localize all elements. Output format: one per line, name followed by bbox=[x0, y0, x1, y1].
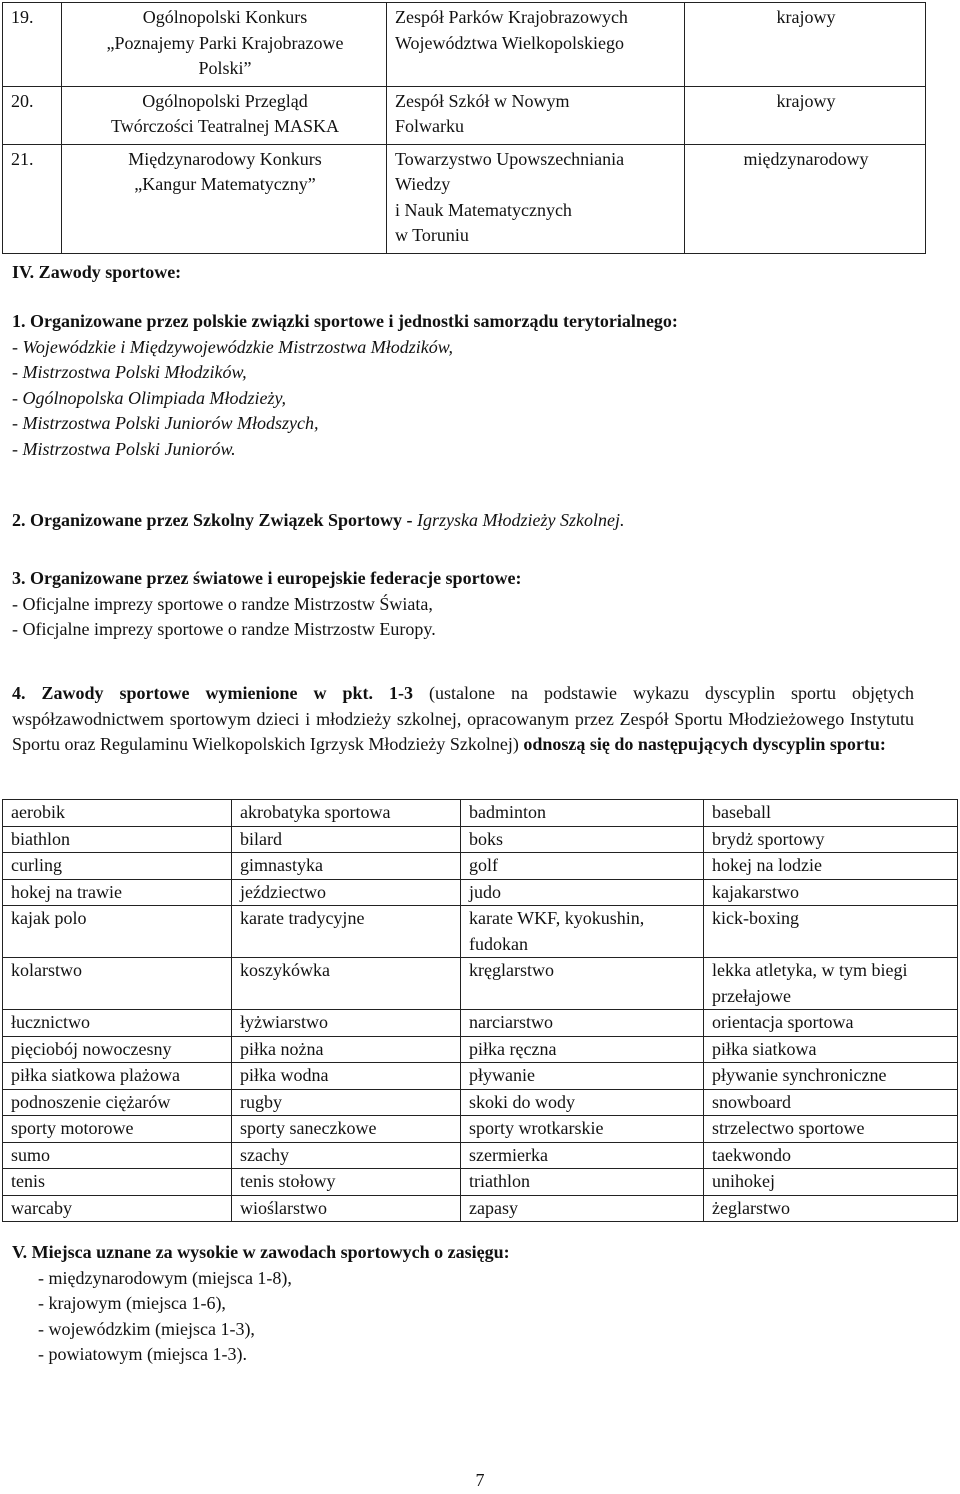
competition-name bbox=[62, 3, 387, 87]
sport-cell: aerobik bbox=[3, 800, 232, 827]
competition-scope: krajowy bbox=[685, 86, 926, 144]
sport-cell: orientacja sportowa bbox=[704, 1010, 958, 1037]
sport-cell: bilard bbox=[232, 826, 461, 853]
section-v-list-entry: - powiatowym (miejsca 1-3). bbox=[38, 1344, 247, 1364]
competition-name bbox=[62, 86, 387, 144]
sport-cell: łyżwiarstwo bbox=[232, 1010, 461, 1037]
competition-name-line: Ogólnopolski Konkurs bbox=[142, 7, 308, 27]
sport-cell: wioślarstwo bbox=[232, 1195, 461, 1222]
item-3-list-entry: - Oficjalne imprezy sportowe o randze Mistrzostw Europy. bbox=[12, 619, 436, 639]
sport-cell: biathlon bbox=[3, 826, 232, 853]
sport-cell: piłka siatkowa bbox=[704, 1036, 958, 1063]
sports-row bbox=[3, 1010, 958, 1037]
sport-cell: judo bbox=[461, 879, 704, 906]
sport-cell: brydż sportowy bbox=[704, 826, 958, 853]
sport-cell: unihokej bbox=[704, 1169, 958, 1196]
competition-number-text: 19. bbox=[11, 7, 34, 27]
sport-cell: curling bbox=[3, 853, 232, 880]
competition-name-line: „Kangur Matematyczny” bbox=[134, 174, 316, 194]
competitions-table bbox=[2, 2, 926, 254]
sport-cell: kajak polo bbox=[3, 906, 232, 958]
sport-cell: hokej na lodzie bbox=[704, 853, 958, 880]
competition-organizer-line: Zespół Parków Krajobrazowych bbox=[395, 7, 628, 27]
item-3-list bbox=[12, 592, 942, 643]
item-1-lead: 1. Organizowane przez polskie związki sportowe i jednostki samorządu terytorialnego: bbox=[12, 311, 678, 331]
sport-cell: tenis bbox=[3, 1169, 232, 1196]
sports-row bbox=[3, 800, 958, 827]
item-4-middle: (ustalone na podstawie wykazu dyscyplin sportu objętych współzawodnictwem sportowym dzieci i młodzieży szkolnej, opracowanym przez Zespół Sportu Młodzieżowego Instytutu Sportu oraz Regulaminu Wielkopolskich Igrzysk Młodzieży Szkolnej) bbox=[12, 683, 914, 754]
competition-organizer bbox=[387, 86, 685, 144]
section-iv-heading: IV. Zawody sportowe: bbox=[12, 262, 182, 282]
competition-organizer-line: w Toruniu bbox=[395, 225, 469, 245]
competition-row bbox=[3, 3, 926, 87]
sport-cell: warcaby bbox=[3, 1195, 232, 1222]
competition-number bbox=[3, 144, 62, 253]
sport-cell: boks bbox=[461, 826, 704, 853]
competition-organizer-line: Towarzystwo Upowszechniania bbox=[395, 148, 625, 169]
section-v-heading: V. Miejsca uznane za wysokie w zawodach sportowych o zasięgu: bbox=[12, 1242, 510, 1262]
sport-cell: lekka atletyka, w tym biegi przełajowe bbox=[704, 958, 958, 1010]
sport-cell: kolarstwo bbox=[3, 958, 232, 1010]
competition-organizer-line: Folwarku bbox=[395, 116, 464, 136]
sport-cell: zapasy bbox=[461, 1195, 704, 1222]
item-1-list-entry: - Wojewódzkie i Międzywojewódzkie Mistrzostwa Młodzików, bbox=[12, 336, 453, 357]
sport-cell: sumo bbox=[3, 1142, 232, 1169]
competition-row bbox=[3, 86, 926, 144]
competition-number-text: 21. bbox=[11, 148, 34, 169]
sport-cell: piłka siatkowa plażowa bbox=[3, 1063, 232, 1090]
sport-cell: sporty saneczkowe bbox=[232, 1116, 461, 1143]
sports-row bbox=[3, 958, 958, 1010]
sport-cell: sporty wrotkarskie bbox=[461, 1116, 704, 1143]
competition-organizer bbox=[387, 3, 685, 87]
sport-cell: hokej na trawie bbox=[3, 879, 232, 906]
sport-cell: szermierka bbox=[461, 1142, 704, 1169]
item-4-bold-start: 4. Zawody sportowe wymienione w pkt. bbox=[12, 683, 374, 703]
sport-cell: pięciobój nowoczesny bbox=[3, 1036, 232, 1063]
sport-cell: łucznictwo bbox=[3, 1010, 232, 1037]
item-1-list-entry: - Mistrzostwa Polski Młodzików, bbox=[12, 362, 247, 382]
section-v-list-entry: - wojewódzkim (miejsca 1-3), bbox=[38, 1318, 255, 1339]
sport-cell: żeglarstwo bbox=[704, 1195, 958, 1222]
competition-organizer-line: Województwa Wielkopolskiego bbox=[395, 32, 624, 53]
item-1-list-entry: - Mistrzostwa Polski Juniorów Młodszych, bbox=[12, 413, 319, 433]
sport-cell: kajakarstwo bbox=[704, 879, 958, 906]
page-number: 7 bbox=[475, 1470, 485, 1490]
competition-name-line: „Poznajemy Parki Krajobrazowe bbox=[106, 32, 344, 53]
competition-name-line: Ogólnopolski Przegląd bbox=[142, 90, 308, 111]
item-4-bold-end: odnoszą się do następujących dyscyplin sportu: bbox=[523, 734, 886, 754]
item-4 bbox=[12, 681, 914, 758]
section-v-list-entry: - międzynarodowym (miejsca 1-8), bbox=[38, 1267, 292, 1288]
sport-cell: jeździectwo bbox=[232, 879, 461, 906]
sport-cell: koszykówka bbox=[232, 958, 461, 1010]
sports-row bbox=[3, 1036, 958, 1063]
sport-cell: piłka nożna bbox=[232, 1036, 461, 1063]
item-2 bbox=[12, 508, 942, 534]
competition-name-line: Polski” bbox=[198, 58, 252, 78]
sport-cell: piłka ręczna bbox=[461, 1036, 704, 1063]
section-v bbox=[12, 1240, 942, 1368]
item-3 bbox=[12, 566, 942, 643]
competition-number-text: 20. bbox=[11, 90, 34, 111]
sport-cell: baseball bbox=[704, 800, 958, 827]
item-1-list bbox=[12, 335, 942, 463]
competition-organizer-line: Wiedzy bbox=[395, 174, 451, 194]
sport-cell: snowboard bbox=[704, 1089, 958, 1116]
competition-name-line: Międzynarodowy Konkurs bbox=[128, 148, 322, 169]
sport-cell: sporty motorowe bbox=[3, 1116, 232, 1143]
sport-cell: skoki do wody bbox=[461, 1089, 704, 1116]
sport-cell: piłka wodna bbox=[232, 1063, 461, 1090]
sport-cell: pływanie bbox=[461, 1063, 704, 1090]
sport-cell: taekwondo bbox=[704, 1142, 958, 1169]
sports-row bbox=[3, 1063, 958, 1090]
sport-cell: rugby bbox=[232, 1089, 461, 1116]
competition-organizer-line: Zespół Szkół w Nowym bbox=[395, 90, 570, 111]
item-2-lead: 2. Organizowane przez Szkolny Związek Sportowy - bbox=[12, 510, 417, 530]
sport-cell: strzelectwo sportowe bbox=[704, 1116, 958, 1143]
competition-name bbox=[62, 144, 387, 253]
sport-cell: golf bbox=[461, 853, 704, 880]
sports-row bbox=[3, 826, 958, 853]
sport-cell: podnoszenie ciężarów bbox=[3, 1089, 232, 1116]
sports-row bbox=[3, 1116, 958, 1143]
item-4-bold-range: 1-3 bbox=[373, 683, 414, 703]
item-1-list-entry: - Mistrzostwa Polski Juniorów. bbox=[12, 438, 236, 459]
section-v-list bbox=[12, 1266, 942, 1368]
competition-name-line: Twórczości Teatralnej MASKA bbox=[110, 116, 340, 136]
competition-number bbox=[3, 86, 62, 144]
competition-organizer-line: i Nauk Matematycznych bbox=[395, 199, 572, 220]
sport-cell: triathlon bbox=[461, 1169, 704, 1196]
item-2-italic: Igrzyska Młodzieży Szkolnej. bbox=[416, 510, 625, 530]
competition-organizer bbox=[387, 144, 685, 253]
sport-cell: badminton bbox=[461, 800, 704, 827]
sports-row bbox=[3, 853, 958, 880]
sport-cell: kręglarstwo bbox=[461, 958, 704, 1010]
sport-cell: karate WKF, kyokushin, fudokan bbox=[461, 906, 704, 958]
sport-cell: gimnastyka bbox=[232, 853, 461, 880]
competition-scope: międzynarodowy bbox=[685, 144, 926, 253]
sport-cell: pływanie synchroniczne bbox=[704, 1063, 958, 1090]
item-3-list-entry: - Oficjalne imprezy sportowe o randze Mistrzostw Świata, bbox=[12, 593, 433, 614]
sport-cell: kick-boxing bbox=[704, 906, 958, 958]
sports-row bbox=[3, 906, 958, 958]
sports-row bbox=[3, 879, 958, 906]
sport-cell: karate tradycyjne bbox=[232, 906, 461, 958]
item-1 bbox=[12, 309, 942, 462]
competition-scope: krajowy bbox=[685, 3, 926, 87]
sport-cell: akrobatyka sportowa bbox=[232, 800, 461, 827]
sport-cell: szachy bbox=[232, 1142, 461, 1169]
competition-row bbox=[3, 144, 926, 253]
sports-row bbox=[3, 1195, 958, 1222]
item-1-list-entry: - Ogólnopolska Olimpiada Młodzieży, bbox=[12, 387, 286, 408]
section-v-list-entry: - krajowym (miejsca 1-6), bbox=[38, 1293, 226, 1313]
sports-row bbox=[3, 1089, 958, 1116]
sports-table bbox=[2, 799, 958, 1222]
item-3-lead: 3. Organizowane przez światowe i europejskie federacje sportowe: bbox=[12, 568, 522, 588]
sport-cell: narciarstwo bbox=[461, 1010, 704, 1037]
sports-row bbox=[3, 1142, 958, 1169]
competition-number bbox=[3, 3, 62, 87]
sports-row bbox=[3, 1169, 958, 1196]
sport-cell: tenis stołowy bbox=[232, 1169, 461, 1196]
